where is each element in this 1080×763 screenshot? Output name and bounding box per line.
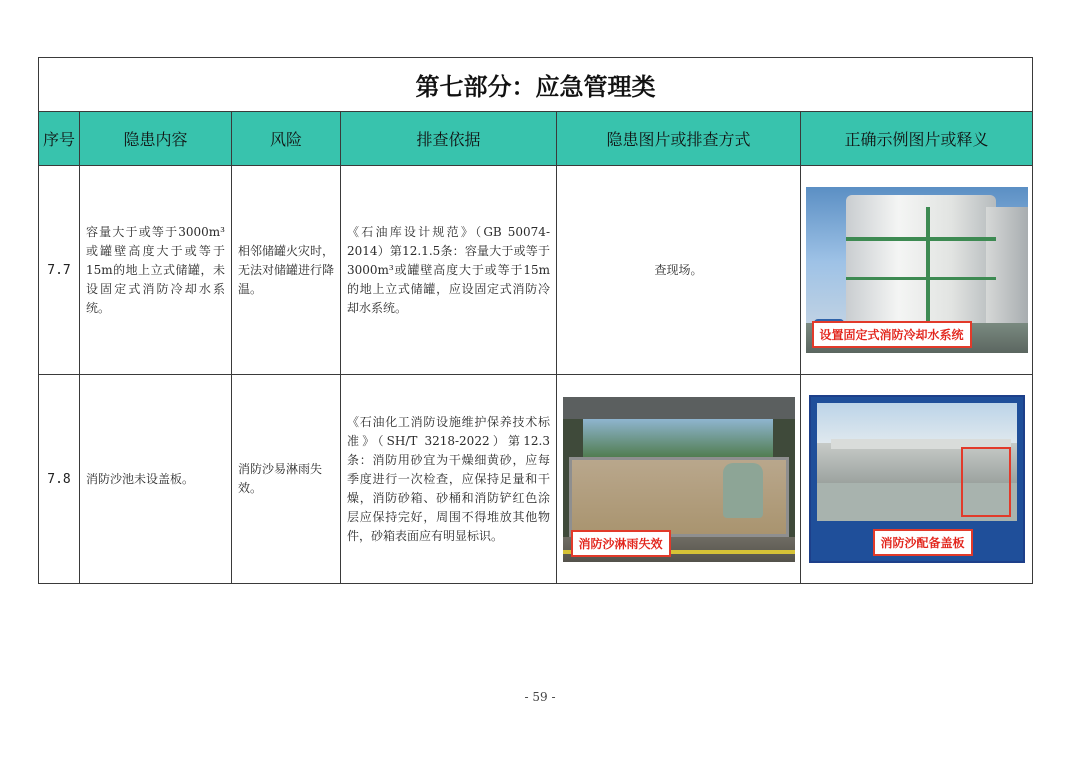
risk-text: 相邻储罐火灾时，无法对储罐进行降温。 (232, 166, 341, 375)
header-basis: 排查依据 (341, 112, 557, 166)
sand-box-correct-photo (809, 395, 1025, 563)
sand-box-hazard-photo (563, 397, 795, 562)
hazard-content: 消防沙池未设盖板。 (80, 375, 232, 584)
header-risk: 风险 (232, 112, 341, 166)
photo-label: 消防沙淋雨失效 (571, 530, 671, 557)
cooling-pipe (846, 277, 996, 280)
section-title: 第七部分：应急管理类 (39, 58, 1033, 112)
photo-label: 消防沙配备盖板 (873, 529, 973, 556)
shelter-roof (563, 397, 795, 419)
basis-text: 《石油化工消防设施维护保养技术标准》（SH/T 3218-2022）第12.3条：消防用砂宜为干燥细黄砂，应每季度进行一次检查，应保持足量和干燥，消防砂箱、砂桶和消防铲红色涂层应保持完好，周围不得堆放其他物件，砂箱表面应有明显标识。 (341, 375, 557, 584)
tarp-cover (723, 463, 763, 518)
background-trees (583, 419, 773, 459)
header-no: 序号 (39, 112, 80, 166)
cooling-pipe (926, 207, 930, 337)
basis-text: 《石油库设计规范》（GB 50074-2014）第12.1.5条：容量大于或等于3000m³或罐壁高度大于或等于15m的地上立式储罐，应设固定式消防冷却水系统。 (341, 166, 557, 375)
header-example: 正确示例图片或释义 (801, 112, 1033, 166)
row-number: 7.7 (39, 166, 80, 375)
table-header-row (39, 112, 1033, 166)
check-method: 查现场。 (557, 166, 801, 375)
page-number: - 59 - (524, 690, 556, 704)
cooling-pipe (846, 237, 996, 241)
example-cell (801, 375, 1033, 584)
hazard-table (38, 57, 1033, 584)
header-content: 隐患内容 (80, 112, 232, 166)
example-cell (801, 166, 1033, 375)
tank-cooling-photo (806, 187, 1028, 353)
row-number: 7.8 (39, 375, 80, 584)
risk-text: 消防沙易淋雨失效。 (232, 375, 341, 584)
table-row (39, 375, 1033, 584)
method-cell (557, 375, 801, 584)
photo-label: 设置固定式消防冷却水系统 (812, 321, 972, 348)
header-method: 隐患图片或排查方式 (557, 112, 801, 166)
table-row (39, 166, 1033, 375)
hazard-content: 容量大于或等于3000m³或罐壁高度大于或等于15m的地上立式储罐，未设固定式消防冷却水系统。 (80, 166, 232, 375)
sky (817, 403, 1017, 443)
highlight-frame (961, 447, 1011, 517)
